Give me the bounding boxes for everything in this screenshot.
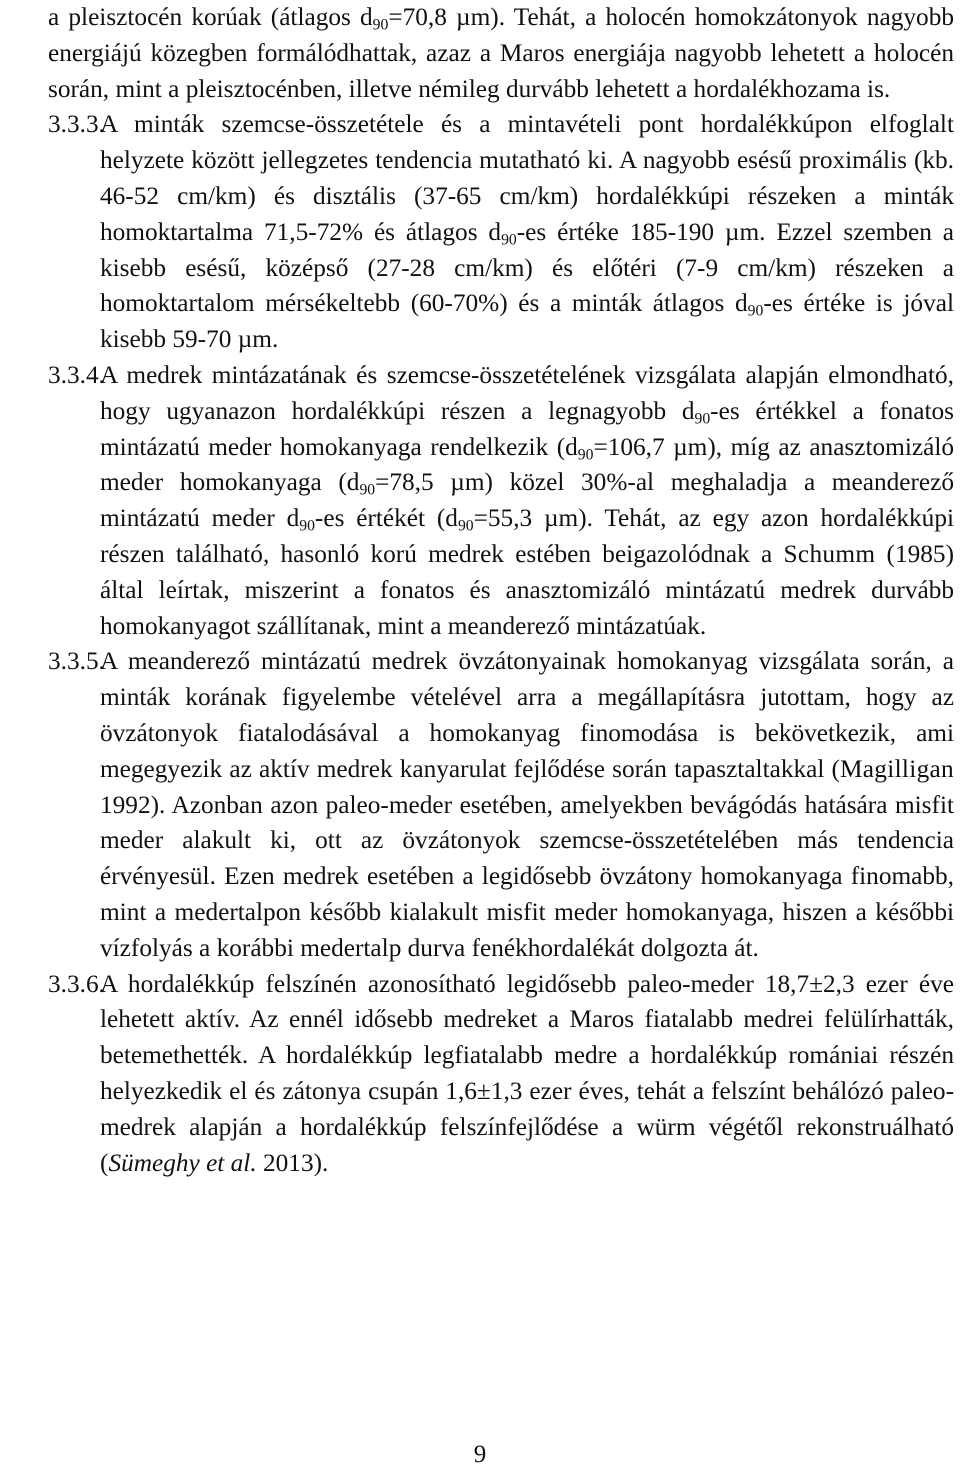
subscript: 90 — [299, 517, 315, 535]
section-number: 3.3.4. — [48, 360, 105, 389]
text-run: a pleisztocén korúak (átlagos d — [48, 3, 373, 31]
document-page — [48, 0, 954, 1181]
text-run: A medrek mintázatának és szemcse-összetételének vizsgálata alapján elmondható, hogy ugyanazon hordalékkúpi részen a legnagyobb d — [100, 360, 954, 425]
section-text — [100, 967, 954, 1182]
text-run: =70,8 µm). Tehát, a holocén homokzátonyok nagyobb energiájú közegben formálódhattak, azaz a Maros energiája nagyobb lehetett a holocén során, mint a pleisztocénben, illetve némileg durvább lehetett a hordalékhozama is. — [48, 3, 954, 103]
text-run: =106,7 µm), míg az anasztomizáló meder homokanyaga (d — [100, 432, 955, 497]
section-3-3-6 — [48, 967, 954, 1182]
subscript: 90 — [501, 231, 517, 249]
text-run: -es értéke is jóval kisebb 59-70 µm. — [100, 289, 954, 354]
subscript: 90 — [694, 410, 711, 428]
subscript: 90 — [577, 445, 594, 463]
section-3-3-5 — [48, 644, 954, 966]
text-run: -es értékkel a fonatos mintázatú meder homokanyaga rendelkezik (d — [100, 396, 954, 461]
section-number: 3.3.5. — [48, 647, 105, 676]
subscript: 90 — [747, 302, 764, 320]
author-citation: Schumm — [783, 539, 876, 568]
subscript: 90 — [372, 16, 389, 34]
text-run: (1985) által leírtak, miszerint a fonatos és anasztomizáló mintázatú medrek durvább homokanyagot szállítanak, mint a meanderező mintázatúak. — [100, 539, 954, 640]
text-run: =55,3 µm). Tehát, az egy azon hordalékkúpi részen található, hasonló korú medrek estében beigazolódnak a — [100, 504, 954, 568]
text-run: A minták szemcse-összetétele és a mintavételi pont hordalékkúpon elfoglalt helyzete között jellegzetes tendencia mutatható ki. A nagyobb esésű proximális (kb. 46-52 cm/km) és disztális (37-65 cm/km) hordalékkúpi részeken a minták homoktartalma 71,5-72% és átlagos d — [100, 110, 954, 246]
text-run: A hordalékkúp felszínén azonosítható legidősebb paleo-meder 18,7±2,3 ezer éve lehetett aktív. Az ennél idősebb medreket a Maros fiatalabb medrei felülírhatták, betemethették. A hordalékkúp legfiatalabb medre a hordalékkúp romániai részén helyezkedik el és zátonya csupán 1,6±1,3 ezer éves, tehát a felszínt behálózó paleo-medrek alapján a hordalékkúp felszínfejlődése a würm végétől rekonstruálható ( — [100, 969, 954, 1177]
text-run: 2013). — [256, 1148, 329, 1177]
section-text — [100, 644, 954, 966]
section-text — [100, 107, 954, 358]
section-text — [100, 358, 954, 644]
text-run: -es értéke 185-190 µm. Ezzel szemben a kisebb esésű, középső (27-28 cm/km) és előtéri (7-9 cm/km) részeken a homoktartalom mérsékeltebb (60-70%) és a minták átlagos d — [100, 217, 955, 318]
section-3-3-3 — [48, 107, 954, 358]
text-run: A meanderező mintázatú medrek övzátonyainak homokanyag vizsgálata során, a minták korának figyelembe vételével arra a megállapításra jutottam, hogy az övzátonyok fiatalodásával a homokanyag finomodása is bekövetkezik, ami megegyezik az aktív medrek kanyarulat fejlődése során tapasztaltakkal ( — [100, 647, 954, 783]
text-run: -es értékét (d — [314, 504, 458, 533]
section-number: 3.3.3. — [48, 110, 105, 139]
subscript: 90 — [457, 517, 474, 535]
author-citation: Sümeghy et al. — [108, 1148, 257, 1177]
subscript: 90 — [359, 481, 376, 499]
intro-paragraph — [48, 0, 954, 107]
text-run: =78,5 µm) közel 30%-al meghaladja a meanderező mintázatú meder d — [100, 468, 954, 533]
page-number: 9 — [473, 1441, 487, 1468]
author-citation: Magilligan — [839, 754, 954, 783]
section-3-3-4 — [48, 358, 954, 644]
section-number: 3.3.6. — [48, 969, 105, 998]
text-run: 1992). Azonban azon paleo-meder esetében, amelyekben bevágódás hatására misfit meder alakult ki, ott az övzátonyok szemcse-összetételében más tendencia érvényesül. Ezen medrek esetében a legidősebb övzátony homokanyaga finomabb, mint a medertalpon később kialakult misfit meder homokanyaga, hiszen a későbbi vízfolyás a korábbi medertalp durva fenékhordalékát dolgozta át. — [100, 790, 954, 962]
